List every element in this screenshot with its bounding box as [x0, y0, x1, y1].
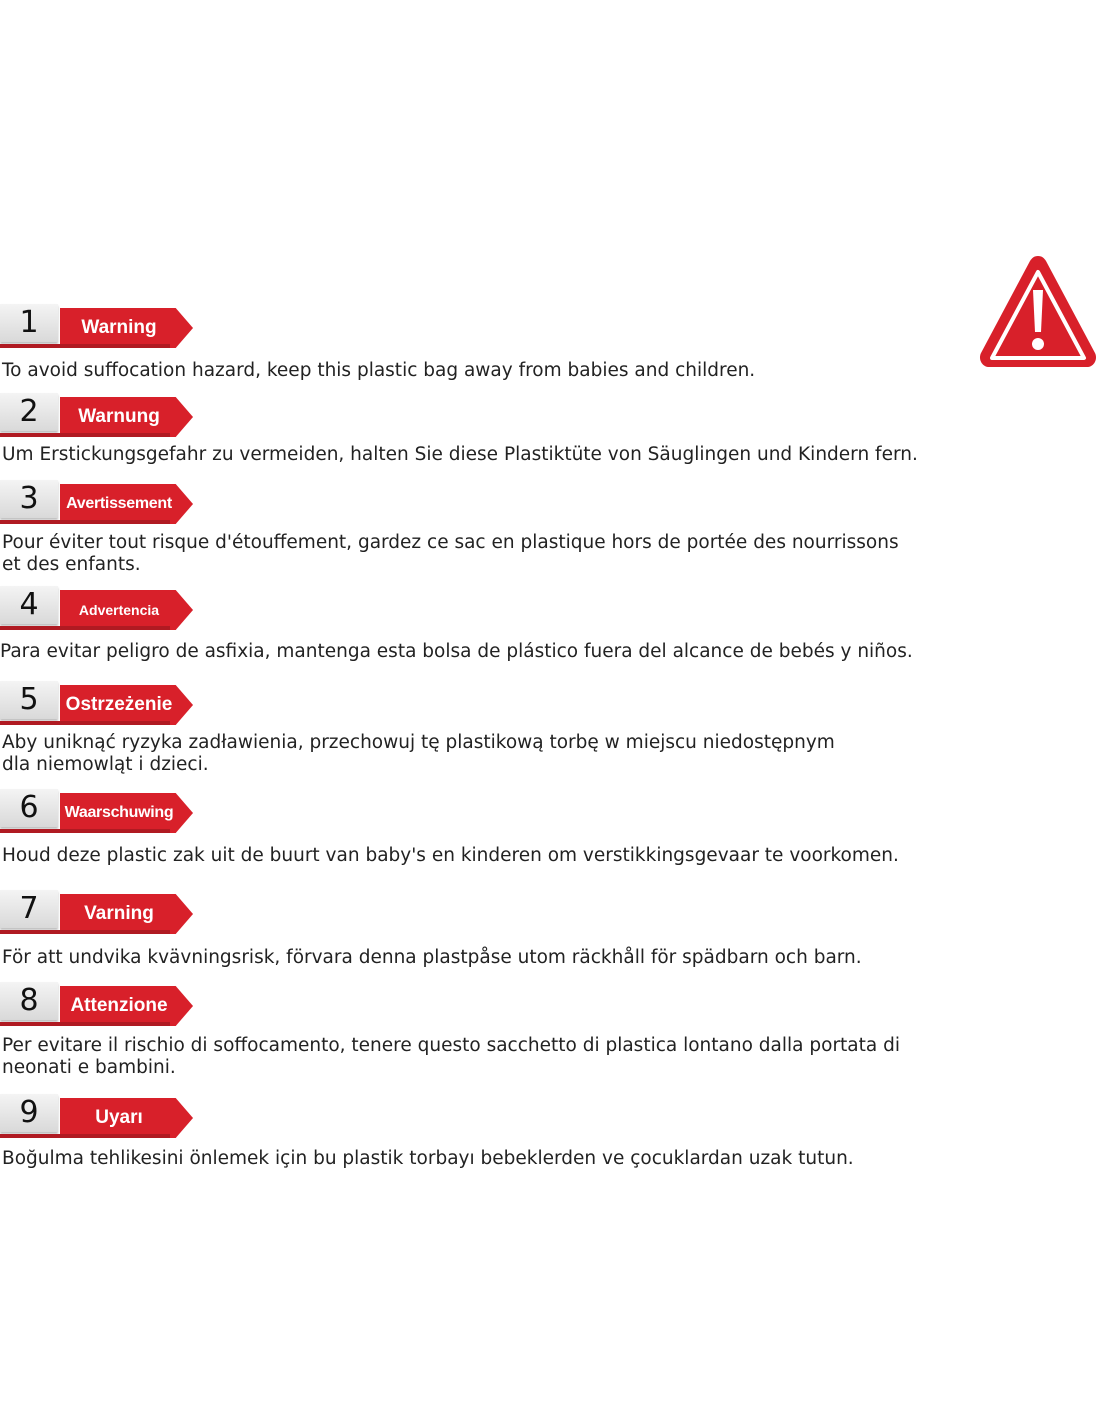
- number-label: 8: [19, 983, 39, 1018]
- warning-header-4: [0, 586, 200, 634]
- warning-label: Ostrzeżenie: [65, 694, 173, 715]
- warning-label: Warnung: [78, 406, 160, 427]
- warning-header-2: [0, 393, 200, 441]
- header-underline: [0, 930, 170, 934]
- warning-label: Avertissement: [66, 495, 172, 512]
- warning-header-8: [0, 982, 200, 1030]
- header-underline: [0, 1022, 170, 1026]
- warning-label: Attenzione: [70, 995, 168, 1016]
- warning-header-9: [0, 1094, 200, 1142]
- number-label: 7: [19, 891, 39, 926]
- warning-triangle-icon: [976, 250, 1100, 372]
- warning-label: Varning: [84, 903, 154, 924]
- warning-text-6: Houd deze plastic zak uit de buurt van baby's en kinderen om verstikkingsgevaar te voorkomen.: [2, 845, 899, 866]
- number-label: 1: [19, 305, 39, 340]
- warning-label: Uyarı: [95, 1107, 143, 1128]
- warning-text-7: För att undvika kvävningsrisk, förvara denna plastpåse utom räckhåll för spädbarn och barn.: [2, 947, 862, 968]
- warning-header-3: [0, 480, 200, 528]
- number-label: 3: [19, 481, 39, 516]
- warning-text-2: Um Erstickungsgefahr zu vermeiden, halten Sie diese Plastiktüte von Säuglingen und Kindern fern.: [2, 444, 918, 465]
- header-underline: [0, 721, 170, 725]
- number-label: 9: [19, 1095, 39, 1130]
- warning-text-4: Para evitar peligro de asfixia, mantenga esta bolsa de plástico fuera del alcance de bebés y niños.: [0, 641, 913, 662]
- header-underline: [0, 344, 170, 348]
- number-label: 6: [19, 790, 39, 825]
- warning-text-1: To avoid suffocation hazard, keep this plastic bag away from babies and children.: [2, 360, 756, 381]
- warning-text-5: Aby uniknąć ryzyka zadławienia, przechowuj tę plastikową torbę w miejscu niedostępnym dla niemowląt i dzieci.: [2, 732, 835, 775]
- header-underline: [0, 520, 170, 524]
- warning-header-1: [0, 304, 200, 352]
- warning-label: Warning: [81, 317, 157, 338]
- number-label: 2: [19, 394, 39, 429]
- warning-text-8: Per evitare il rischio di soffocamento, tenere questo sacchetto di plastica lontano dalla portata di neonati e bambini.: [2, 1035, 900, 1078]
- header-underline: [0, 433, 170, 437]
- header-underline: [0, 1134, 170, 1138]
- warning-label: Waarschuwing: [64, 804, 174, 821]
- warning-header-7: [0, 890, 200, 938]
- warning-text-3: Pour éviter tout risque d'étouffement, gardez ce sac en plastique hors de portée des nourrissons et des enfants.: [2, 532, 899, 575]
- number-label: 5: [19, 682, 39, 717]
- warning-header-6: [0, 789, 200, 837]
- warning-label: Advertencia: [78, 602, 160, 618]
- number-label: 4: [19, 587, 39, 622]
- warning-text-9: Boğulma tehlikesini önlemek için bu plastik torbayı bebeklerden ve çocuklardan uzak tutun.: [2, 1148, 854, 1169]
- header-underline: [0, 626, 170, 630]
- header-underline: [0, 829, 170, 833]
- warning-header-5: [0, 681, 200, 729]
